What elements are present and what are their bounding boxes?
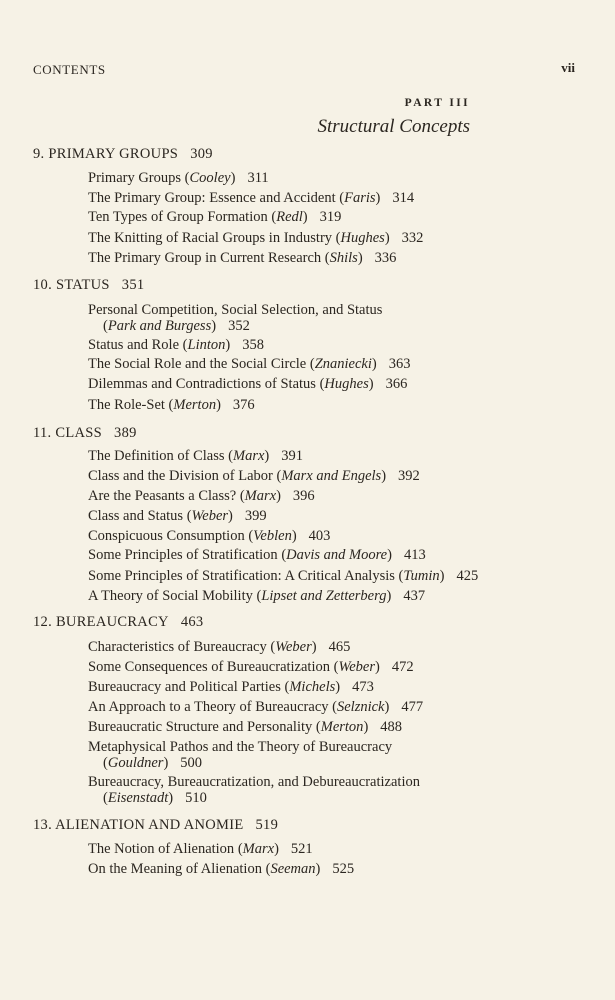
chapter-heading xyxy=(33,146,213,163)
entry-author: Park and Burgess xyxy=(107,318,212,334)
chapter-page: 389 xyxy=(114,425,137,441)
entry-title: Personal Competition, Social Selection, and Status xyxy=(88,302,383,318)
toc-entry: Class and Status (Weber) 399 xyxy=(88,508,267,524)
entry-title: The Primary Group: Essence and Accident xyxy=(88,190,336,206)
toc-entry: Primary Groups (Cooley) 311 xyxy=(88,170,269,186)
entry-author: Eisenstadt xyxy=(107,790,169,806)
entry-title: Metaphysical Pathos and the Theory of Bureaucracy xyxy=(88,739,393,755)
entry-page: 376 xyxy=(232,397,255,413)
entry-author: Davis and Moore xyxy=(286,547,388,563)
entry-title: Class and the Division of Labor xyxy=(88,468,273,484)
entry-title: Some Principles of Stratification xyxy=(88,547,278,563)
entry-author: Hughes xyxy=(340,230,385,246)
toc-entry: Dilemmas and Contradictions of Status (Hughes) 366 xyxy=(88,376,408,392)
entry-title: Ten Types of Group Formation xyxy=(88,209,268,225)
toc-entry xyxy=(88,302,382,334)
toc-entry: The Primary Group in Current Research (Shils) 336 xyxy=(88,250,397,266)
toc-entry: Class and the Division of Labor (Marx and Engels) 392 xyxy=(88,468,420,484)
entry-page: 425 xyxy=(456,568,479,584)
entry-title: Dilemmas and Contradictions of Status xyxy=(88,376,316,392)
entry-page: 437 xyxy=(403,588,426,604)
entry-author: Merton xyxy=(320,719,364,735)
entry-title: Conspicuous Consumption xyxy=(88,528,245,544)
chapter-title: 12. BUREAUCRACY xyxy=(33,614,169,630)
entry-author: Marx xyxy=(233,448,265,464)
toc-entry: The Notion of Alienation (Marx) 521 xyxy=(88,841,313,857)
entry-title: Some Consequences of Bureaucratization xyxy=(88,659,330,675)
toc-entry: A Theory of Social Mobility (Lipset and Zetterberg) 437 xyxy=(88,588,426,604)
entry-page: 525 xyxy=(332,861,355,877)
entry-author: Selznick xyxy=(336,699,385,715)
entry-page: 472 xyxy=(391,659,414,675)
entry-author: Marx xyxy=(242,841,275,857)
entry-author: Lipset and Zetterberg xyxy=(261,588,387,604)
entry-page: 391 xyxy=(281,448,304,464)
entry-page: 399 xyxy=(244,508,267,524)
entry-page: 473 xyxy=(352,679,374,695)
entry-title: The Knitting of Racial Groups in Industry xyxy=(88,230,333,246)
entry-title: The Definition of Class xyxy=(88,448,225,464)
entry-author: Linton xyxy=(187,337,226,353)
toc-entry: Bureaucracy and Political Parties (Michels) 473 xyxy=(88,679,374,695)
entry-author: Znaniecki xyxy=(314,356,372,372)
entry-page: 510 xyxy=(185,790,207,806)
toc-entry: The Definition of Class (Marx) 391 xyxy=(88,448,304,464)
entry-continuation: (Park and Burgess) 352 xyxy=(103,318,250,334)
entry-author: Hughes xyxy=(324,376,369,392)
chapter-page: 463 xyxy=(180,614,204,630)
entry-author: Cooley xyxy=(189,170,231,186)
toc-entry: Characteristics of Bureaucracy (Weber) 465 xyxy=(88,639,351,655)
toc-entry: Some Principles of Stratification (Davis and Moore) 413 xyxy=(88,547,426,563)
chapter-title: 13. ALIENATION AND ANOMIE xyxy=(33,817,244,833)
entry-page: 488 xyxy=(380,719,403,735)
chapter-title: 10. STATUS xyxy=(33,277,110,293)
entry-author: Marx and Engels xyxy=(281,468,382,484)
entry-page: 500 xyxy=(180,755,203,771)
toc-entry: Ten Types of Group Formation (Redl) 319 xyxy=(88,209,342,225)
toc-entry: Status and Role (Linton) 358 xyxy=(88,337,264,353)
chapter-heading xyxy=(33,277,144,294)
entry-author: Merton xyxy=(173,397,217,413)
toc-entry: Conspicuous Consumption (Veblen) 403 xyxy=(88,528,331,544)
entry-continuation: (Gouldner) 500 xyxy=(103,755,203,771)
entry-continuation: (Eisenstadt) 510 xyxy=(103,790,207,806)
entry-page: 332 xyxy=(401,230,424,246)
toc-entry xyxy=(88,774,420,806)
entry-page: 363 xyxy=(388,356,411,372)
entry-author: Shils xyxy=(329,250,358,266)
entry-page: 477 xyxy=(401,699,424,715)
entry-title: Some Principles of Stratification: A Critical Analysis xyxy=(88,568,395,584)
toc-entry: An Approach to a Theory of Bureaucracy (Selznick) 477 xyxy=(88,699,424,715)
entry-author: Veblen xyxy=(253,528,292,544)
chapter-page: 519 xyxy=(255,817,279,833)
entry-page: 465 xyxy=(328,639,351,655)
entry-page: 413 xyxy=(403,547,426,563)
chapter-page: 309 xyxy=(190,146,213,162)
entry-author: Weber xyxy=(275,639,312,655)
toc-entry: The Knitting of Racial Groups in Industry (Hughes) 332 xyxy=(88,230,424,246)
entry-page: 336 xyxy=(374,250,397,266)
entry-title: A Theory of Social Mobility xyxy=(88,588,253,604)
chapter-heading xyxy=(33,614,203,631)
toc-entry: The Role-Set (Merton) 376 xyxy=(88,397,255,413)
entry-title: Characteristics of Bureaucracy xyxy=(88,639,267,655)
entry-page: 396 xyxy=(292,488,315,504)
entry-title: The Primary Group in Current Research xyxy=(88,250,322,266)
entry-page: 352 xyxy=(228,318,250,334)
toc-entry: The Social Role and the Social Circle (Znaniecki) 363 xyxy=(88,356,411,372)
toc-entry: The Primary Group: Essence and Accident (Faris) 314 xyxy=(88,190,415,206)
entry-author: Weber xyxy=(338,659,375,675)
entry-title: Bureaucratic Structure and Personality xyxy=(88,719,313,735)
entry-author: Redl xyxy=(276,209,303,225)
entry-title: Are the Peasants a Class? xyxy=(88,488,237,504)
toc-entry: Bureaucratic Structure and Personality (Merton) 488 xyxy=(88,719,403,735)
toc-entry: Are the Peasants a Class? (Marx) 396 xyxy=(88,488,315,504)
entry-author: Marx xyxy=(244,488,277,504)
entry-page: 392 xyxy=(398,468,420,484)
toc-entry: Some Consequences of Bureaucratization (Weber) 472 xyxy=(88,659,414,675)
chapter-heading xyxy=(33,425,137,442)
part-label: PART III xyxy=(404,97,470,109)
entry-page: 311 xyxy=(247,170,269,186)
entry-title: Bureaucracy and Political Parties xyxy=(88,679,281,695)
entry-title: The Social Role and the Social Circle xyxy=(88,356,307,372)
entry-author: Tumin xyxy=(403,568,440,584)
entry-author: Gouldner xyxy=(107,755,164,771)
entry-author: Seeman xyxy=(270,861,316,877)
entry-author: Michels xyxy=(289,679,336,695)
toc-entry xyxy=(88,739,392,771)
entry-title: Primary Groups xyxy=(88,170,182,186)
entry-title: Status and Role xyxy=(88,337,180,353)
chapter-title: 9. PRIMARY GROUPS xyxy=(33,146,179,162)
entry-page: 403 xyxy=(308,528,331,544)
entry-title: On the Meaning of Alienation xyxy=(88,861,262,877)
entry-author: Weber xyxy=(191,508,229,524)
entry-author: Faris xyxy=(344,190,376,206)
entry-title: Bureaucracy, Bureaucratization, and Debureaucratization xyxy=(88,774,420,790)
entry-page: 358 xyxy=(242,337,264,353)
chapter-heading xyxy=(33,817,278,834)
toc-entry: Some Principles of Stratification: A Critical Analysis (Tumin) 425 xyxy=(88,568,479,584)
page-number: vii xyxy=(561,60,575,75)
chapter-page: 351 xyxy=(121,277,145,293)
entry-title: The Role-Set xyxy=(88,397,165,413)
toc-entry: On the Meaning of Alienation (Seeman) 525 xyxy=(88,861,355,877)
entry-page: 521 xyxy=(290,841,313,857)
entry-title: The Notion of Alienation xyxy=(88,841,235,857)
running-header: CONTENTS xyxy=(33,62,106,77)
entry-page: 366 xyxy=(385,376,408,392)
entry-page: 314 xyxy=(392,190,415,206)
entry-title: Class and Status xyxy=(88,508,184,524)
entry-title: An Approach to a Theory of Bureaucracy xyxy=(88,699,329,715)
chapter-title: 11. CLASS xyxy=(33,425,103,441)
entry-page: 319 xyxy=(319,209,342,225)
part-title: Structural Concepts xyxy=(317,116,470,137)
